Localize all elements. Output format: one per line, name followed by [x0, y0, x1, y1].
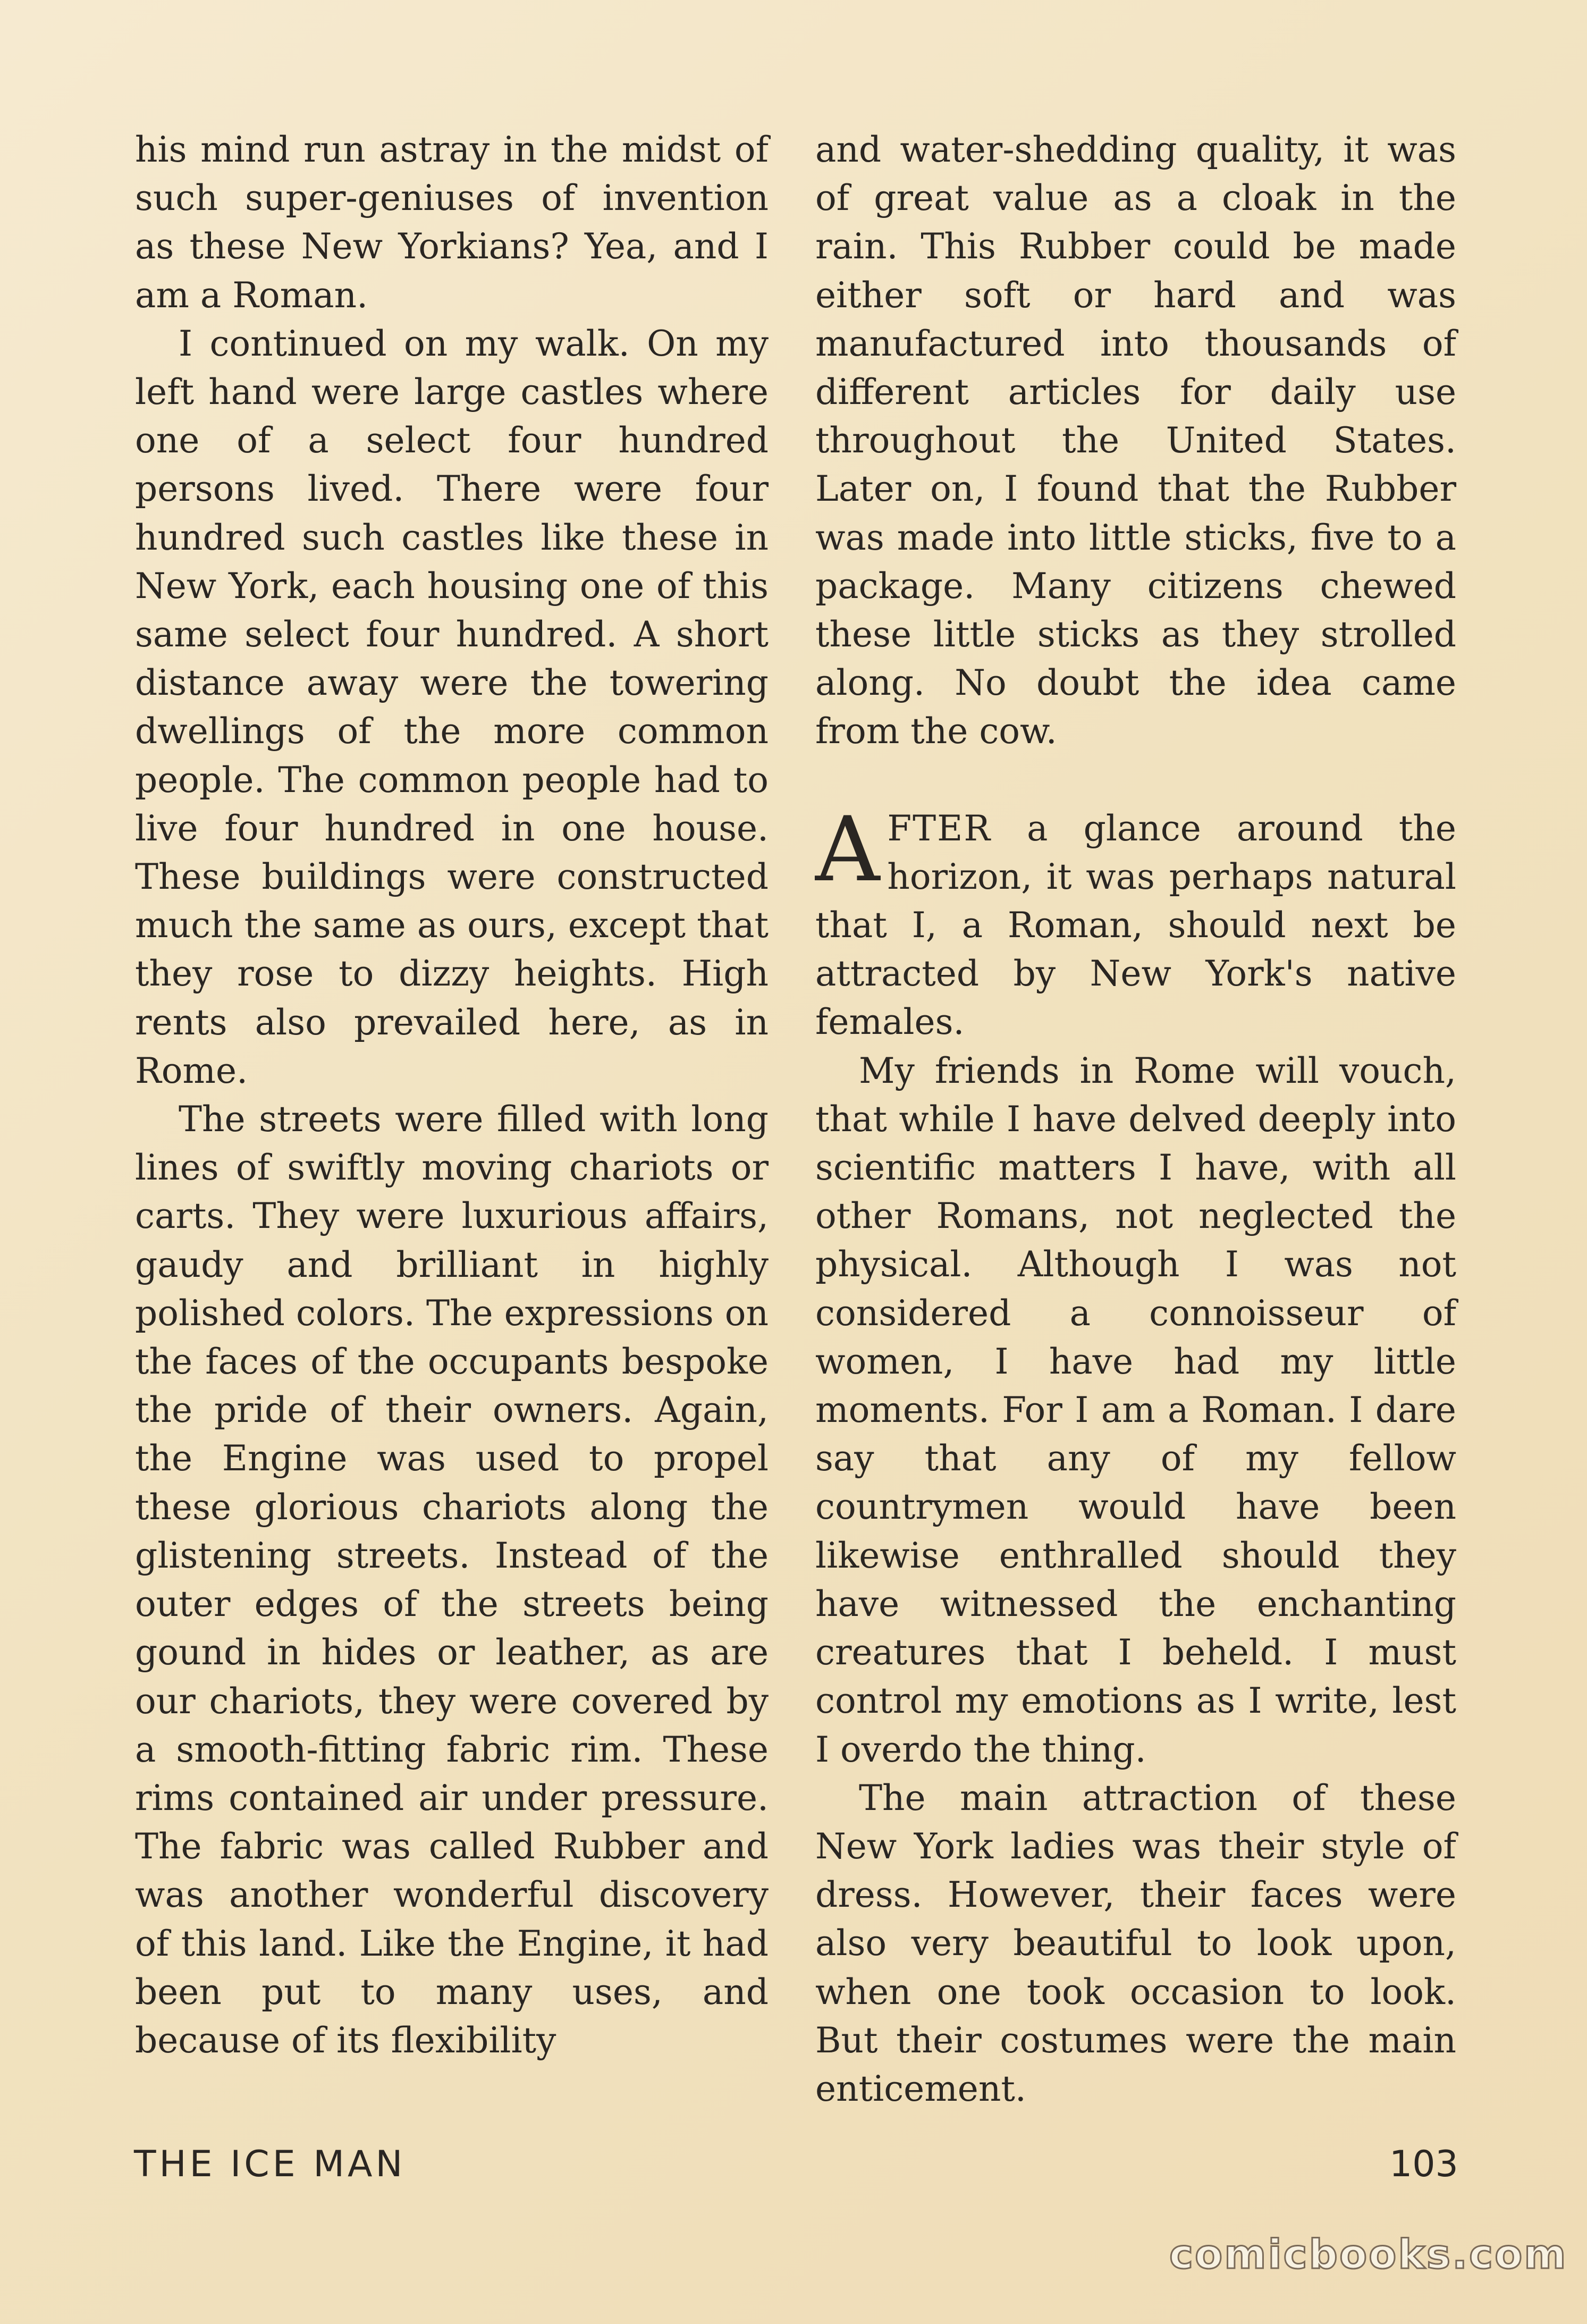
left-column [135, 125, 769, 2065]
paragraph: his mind run astray in the midst of such super-geniuses of invention as these New Yorkians? Yea, and I am a Roman. [135, 129, 769, 316]
site-watermark: comicbooks.com [1169, 2230, 1568, 2278]
drop-cap: A [815, 797, 880, 902]
right-column [815, 125, 1456, 2113]
section-lead-text: a glance around the horizon, it was perhaps natural that I, a Roman, should next be attracted by New York's native females. [815, 807, 1456, 1043]
paragraph: and water-shedding quality, it was of great value as a cloak in the rain. This Rubber could be made either soft or hard and was manufactured into thousands of different articles for daily use throughout the United States. Later on, I found that the Rubber was made into little sticks, five to a package. Many citizens chewed these little sticks as they strolled along. No doubt the idea came from the cow. [815, 129, 1456, 752]
running-footer-title: THE ICE MAN [134, 2143, 406, 2185]
page-number: 103 [1389, 2143, 1458, 2185]
paragraph: I continued on my walk. On my left hand were large castles where one of a select four hundred persons lived. There were four hundred such castles like these in New York, each housing one of this same select four hundred. A short distance away were the towering dwellings of the more common people. The common people had to live four hundred in one house. These buildings were constructed much the same as ours, except that they rose to dizzy heights. High rents also prevailed here, as in Rome. [135, 323, 769, 1091]
paragraph: My friends in Rome will vouch, that while I have delved deeply into scientific matters I have, with all other Romans, not neglected the physical. Although I was not considered a connoisseur of women, I have had my little moments. For I am a Roman. I dare say that any of my fellow countrymen would have been likewise enthralled should they have witnessed the enchanting creatures that I beheld. I must control my emotions as I write, lest I overdo the thing. [815, 1050, 1456, 1770]
section-lead-word: FTER [887, 807, 992, 849]
paragraph: The streets were filled with long lines of swiftly moving chariots or carts. They were luxurious affairs, gaudy and brilliant in highly polished colors. The expressions on the faces of the occupants bespoke the pride of their owners. Again, the Engine was used to propel these glorious chariots along the glistening streets. Instead of the outer edges of the streets being gound in hides or leather, as are our chariots, they were covered by a smooth-fitting fabric rim. These rims contained air under pressure. The fabric was called Rubber and was another wonderful discovery of this land. Like the Engine, it had been put to many uses, and because of its flexibility [135, 1099, 769, 2061]
paragraph: The main attraction of these New York ladies was their style of dress. However, their faces were also very beautiful to look upon, when one took occasion to look. But their costumes were the main enticement. [815, 1777, 1456, 2109]
section-opening-paragraph [815, 797, 1456, 1047]
